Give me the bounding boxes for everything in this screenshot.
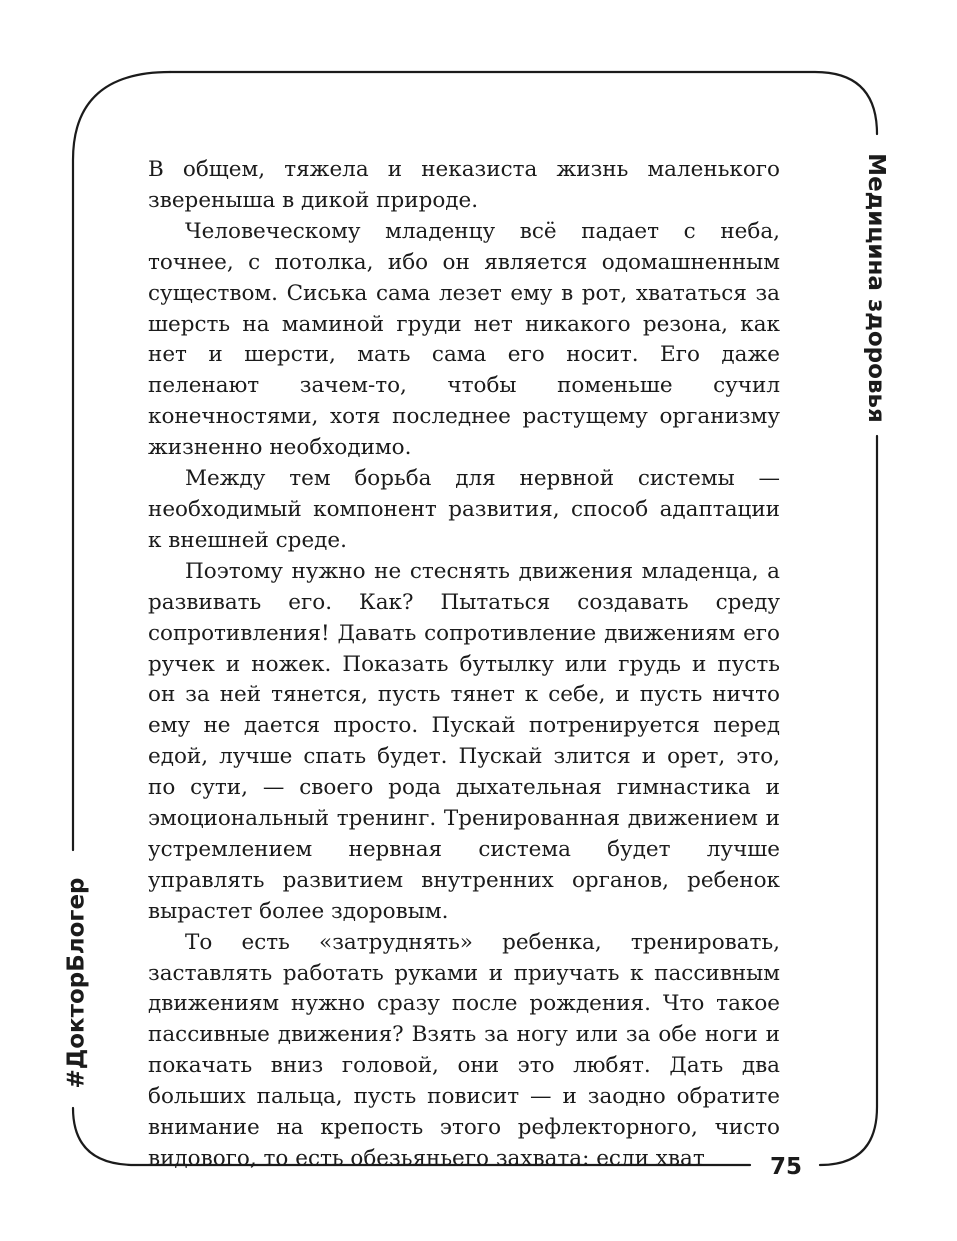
hashtag-container bbox=[37, 863, 117, 1103]
body-text bbox=[148, 155, 780, 1175]
book-hashtag: #ДокторБлогер bbox=[64, 877, 90, 1089]
paragraph-1: В общем, тяжела и неказиста жизнь маленького звереныша в дикой природе. bbox=[148, 157, 780, 213]
paragraph-2: Человеческому младенцу всё падает с неба, точнее, с потолка, ибо он является одомашненным существом. Сиська сама лезет ему в рот, хвататься за шерсть на маминой груди нет никакого резона, как нет и шерсти, мать сама его носит. Его даже пеленают зачем-то, чтобы поменьше сучил конечностями, хотя последнее растущему организму жизненно необходимо. bbox=[148, 218, 780, 461]
section-title: Медицина здоровья bbox=[863, 153, 890, 423]
paragraph-4: Поэтому нужно не стеснять движения младенца, а развивать его. Как? Пытаться создавать среду сопротивления! Давать сопротивление движениям его ручек и ножек. Показать бутылку или грудь и пусть он за ней тянется, пусть тянет к себе, и пусть ничто ему не дается просто. Пускай потренируется перед едой, лучше спать будет. Пускай злится и орет, это, по сути, — своего рода дыхательная гимнастика и эмоциональный тренинг. Тренированная движением и устремлением нервная система будет лучше управлять развитием внутренних органов, ребенок вырастет более здоровым. bbox=[148, 558, 780, 924]
section-title-container bbox=[836, 138, 916, 438]
paragraph-5: То есть «затруднять» ребенка, тренировать, заставлять работать руками и приучать к пассивным движениям нужно сразу после рождения. Что такое пассивные движения? Взять за ногу или за обе ноги и покачать вниз головой, они это любят. Дать два больших пальца, пусть повисит — и заодно обратите внимание на крепость этого рефлекторного, чисто видового, то есть обезьяньего захвата: если хват bbox=[148, 929, 780, 1171]
page-number: 75 bbox=[769, 1154, 802, 1180]
frame-top-right-corner bbox=[170, 72, 877, 134]
paragraph-3: Между тем борьба для нервной системы — необходимый компонент развития, способ адаптации к внешней среде. bbox=[148, 466, 780, 553]
frame-right-lower-edge bbox=[820, 436, 877, 1165]
